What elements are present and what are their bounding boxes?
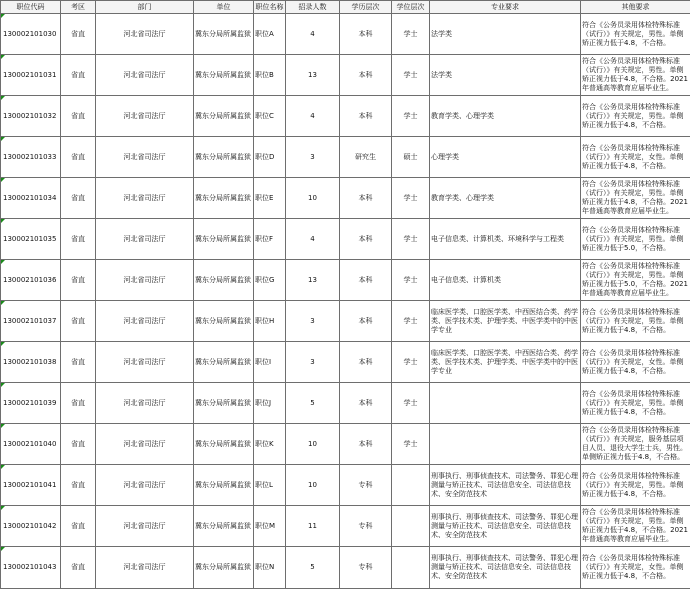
cell-code: 130002101038 — [1, 342, 61, 383]
cell-count: 10 — [286, 424, 340, 465]
cell-degree: 学士 — [392, 219, 430, 260]
cell-count: 5 — [286, 547, 340, 589]
cell-area: 省直 — [61, 506, 96, 547]
cell-area: 省直 — [61, 465, 96, 506]
cell-degree: 学士 — [392, 301, 430, 342]
cell-unit: 冀东分局所属监狱 — [194, 219, 254, 260]
cell-major: 电子信息类、计算机类、环境科学与工程类 — [430, 219, 581, 260]
cell-dept: 河北省司法厅 — [96, 506, 194, 547]
cell-code: 130002101042 — [1, 506, 61, 547]
table-row — [1, 506, 690, 547]
cell-other: 符合《公务员录用体检特殊标准（试行）》有关规定，女性。单侧矫正视力低于4.8，不合格。 — [581, 137, 690, 178]
cell-unit: 冀东分局所属监狱 — [194, 383, 254, 424]
table-row — [1, 547, 690, 589]
cell-position: 职位F — [254, 219, 286, 260]
cell-count: 11 — [286, 506, 340, 547]
table-row — [1, 96, 690, 137]
header-area: 考区 — [61, 1, 96, 14]
cell-count: 10 — [286, 178, 340, 219]
header-count: 招录人数 — [286, 1, 340, 14]
cell-major: 教育学类、心理学类 — [430, 96, 581, 137]
cell-education: 本科 — [340, 383, 392, 424]
cell-major: 刑事执行、刑事侦查技术、司法警务、罪犯心理测量与矫正技术、司法信息安全、司法信息技术、安全防范技术 — [430, 465, 581, 506]
cell-education: 本科 — [340, 14, 392, 55]
cell-position: 职位L — [254, 465, 286, 506]
cell-unit: 冀东分局所属监狱 — [194, 178, 254, 219]
header-major: 专业要求 — [430, 1, 581, 14]
cell-degree: 学士 — [392, 424, 430, 465]
cell-other: 符合《公务员录用体检特殊标准（试行）》有关规定，男性。单侧矫正视力低于4.8，不合格。2021年普通高等教育应届毕业生。 — [581, 178, 690, 219]
cell-education: 专科 — [340, 547, 392, 589]
cell-dept: 河北省司法厅 — [96, 424, 194, 465]
cell-area: 省直 — [61, 55, 96, 96]
cell-unit: 冀东分局所属监狱 — [194, 137, 254, 178]
cell-count: 4 — [286, 219, 340, 260]
cell-education: 本科 — [340, 424, 392, 465]
cell-area: 省直 — [61, 342, 96, 383]
cell-position: 职位J — [254, 383, 286, 424]
cell-position: 职位K — [254, 424, 286, 465]
cell-degree: 学士 — [392, 342, 430, 383]
cell-dept: 河北省司法厅 — [96, 465, 194, 506]
cell-degree: 学士 — [392, 383, 430, 424]
header-education: 学历层次 — [340, 1, 392, 14]
table-row — [1, 383, 690, 424]
cell-area: 省直 — [61, 383, 96, 424]
cell-unit: 冀东分局所属监狱 — [194, 506, 254, 547]
cell-area: 省直 — [61, 178, 96, 219]
cell-dept: 河北省司法厅 — [96, 137, 194, 178]
cell-degree: 学士 — [392, 96, 430, 137]
cell-dept: 河北省司法厅 — [96, 178, 194, 219]
cell-major: 教育学类、心理学类 — [430, 178, 581, 219]
cell-other: 符合《公务员录用体检特殊标准（试行）》有关规定，男性。单侧矫正视力低于4.8，不合格。2021年普通高等教育应届毕业生。 — [581, 506, 690, 547]
cell-education: 本科 — [340, 96, 392, 137]
cell-other: 符合《公务员录用体检特殊标准（试行）》有关规定，男性。单侧矫正视力低于4.8，不合格。 — [581, 96, 690, 137]
cell-count: 10 — [286, 465, 340, 506]
cell-other: 符合《公务员录用体检特殊标准（试行）》有关规定，男性。单侧矫正视力低于4.8，不合格。 — [581, 465, 690, 506]
cell-code: 130002101041 — [1, 465, 61, 506]
cell-education: 专科 — [340, 506, 392, 547]
cell-position: 职位H — [254, 301, 286, 342]
header-dept: 部门 — [96, 1, 194, 14]
cell-degree — [392, 506, 430, 547]
cell-major: 心理学类 — [430, 137, 581, 178]
cell-code: 130002101040 — [1, 424, 61, 465]
cell-unit: 冀东分局所属监狱 — [194, 14, 254, 55]
cell-code: 130002101039 — [1, 383, 61, 424]
cell-code: 130002101033 — [1, 137, 61, 178]
cell-major: 临床医学类、口腔医学类、中西医结合类、药学类、医学技术类、护理学类、中医学类中的中医学专业 — [430, 342, 581, 383]
cell-major: 法学类 — [430, 55, 581, 96]
cell-area: 省直 — [61, 301, 96, 342]
cell-education: 本科 — [340, 219, 392, 260]
cell-count: 3 — [286, 342, 340, 383]
cell-count: 13 — [286, 55, 340, 96]
cell-degree: 学士 — [392, 55, 430, 96]
cell-education: 本科 — [340, 178, 392, 219]
cell-other: 符合《公务员录用体检特殊标准（试行）》有关规定，男性。单侧矫正视力低于4.8，不合格。 — [581, 301, 690, 342]
cell-degree: 学士 — [392, 14, 430, 55]
cell-education: 本科 — [340, 342, 392, 383]
cell-degree — [392, 547, 430, 589]
cell-position: 职位I — [254, 342, 286, 383]
cell-other: 符合《公务员录用体检特殊标准（试行）》有关规定，男性。单侧矫正视力低于4.8，不合格。 — [581, 14, 690, 55]
cell-count: 4 — [286, 14, 340, 55]
cell-code: 130002101037 — [1, 301, 61, 342]
cell-area: 省直 — [61, 137, 96, 178]
cell-position: 职位C — [254, 96, 286, 137]
table-row — [1, 219, 690, 260]
cell-position: 职位N — [254, 547, 286, 589]
cell-code: 130002101043 — [1, 547, 61, 589]
cell-education: 本科 — [340, 260, 392, 301]
header-position: 职位名称 — [254, 1, 286, 14]
cell-dept: 河北省司法厅 — [96, 55, 194, 96]
cell-unit: 冀东分局所属监狱 — [194, 301, 254, 342]
table-row — [1, 14, 690, 55]
cell-count: 13 — [286, 260, 340, 301]
cell-major — [430, 424, 581, 465]
cell-position: 职位A — [254, 14, 286, 55]
cell-unit: 冀东分局所属监狱 — [194, 342, 254, 383]
cell-degree: 学士 — [392, 178, 430, 219]
cell-other: 符合《公务员录用体检特殊标准（试行）》有关规定，女性。单侧矫正视力低于4.8，不合格。 — [581, 342, 690, 383]
cell-dept: 河北省司法厅 — [96, 219, 194, 260]
cell-code: 130002101030 — [1, 14, 61, 55]
cell-area: 省直 — [61, 14, 96, 55]
cell-degree: 学士 — [392, 260, 430, 301]
cell-dept: 河北省司法厅 — [96, 301, 194, 342]
cell-code: 130002101031 — [1, 55, 61, 96]
cell-area: 省直 — [61, 260, 96, 301]
cell-position: 职位E — [254, 178, 286, 219]
cell-dept: 河北省司法厅 — [96, 14, 194, 55]
cell-other: 符合《公务员录用体检特殊标准（试行）》有关规定，男性。单侧矫正视力低于4.8，不合格。2021年普通高等教育应届毕业生。 — [581, 55, 690, 96]
cell-unit: 冀东分局所属监狱 — [194, 96, 254, 137]
cell-count: 3 — [286, 137, 340, 178]
table-header-row — [1, 1, 690, 14]
table-row — [1, 465, 690, 506]
cell-area: 省直 — [61, 96, 96, 137]
cell-major — [430, 383, 581, 424]
cell-education: 本科 — [340, 55, 392, 96]
cell-major: 电子信息类、计算机类 — [430, 260, 581, 301]
cell-code: 130002101032 — [1, 96, 61, 137]
cell-dept: 河北省司法厅 — [96, 383, 194, 424]
table-row — [1, 137, 690, 178]
header-other: 其他要求 — [581, 1, 690, 14]
cell-degree: 硕士 — [392, 137, 430, 178]
cell-other: 符合《公务员录用体检特殊标准（试行）》有关规定，女性。单侧矫正视力低于4.8，不合格。 — [581, 547, 690, 589]
cell-dept: 河北省司法厅 — [96, 342, 194, 383]
cell-unit: 冀东分局所属监狱 — [194, 260, 254, 301]
table-row — [1, 178, 690, 219]
cell-other: 符合《公务员录用体检特殊标准（试行）》有关规定，男性。单侧矫正视力低于5.0，不合格。 — [581, 219, 690, 260]
cell-education: 专科 — [340, 465, 392, 506]
header-unit: 单位 — [194, 1, 254, 14]
table-row — [1, 301, 690, 342]
cell-major: 刑事执行、刑事侦查技术、司法警务、罪犯心理测量与矫正技术、司法信息安全、司法信息技术、安全防范技术 — [430, 506, 581, 547]
cell-area: 省直 — [61, 424, 96, 465]
table-row — [1, 424, 690, 465]
cell-degree — [392, 465, 430, 506]
cell-other: 符合《公务员录用体检特殊标准（试行）》有关规定，男性。单侧矫正视力低于4.8，不合格。 — [581, 383, 690, 424]
cell-unit: 冀东分局所属监狱 — [194, 547, 254, 589]
cell-major: 刑事执行、刑事侦查技术、司法警务、罪犯心理测量与矫正技术、司法信息安全、司法信息技术、安全防范技术 — [430, 547, 581, 589]
cell-count: 3 — [286, 301, 340, 342]
cell-education: 研究生 — [340, 137, 392, 178]
cell-dept: 河北省司法厅 — [96, 96, 194, 137]
cell-unit: 冀东分局所属监狱 — [194, 55, 254, 96]
cell-area: 省直 — [61, 547, 96, 589]
cell-area: 省直 — [61, 219, 96, 260]
cell-position: 职位G — [254, 260, 286, 301]
cell-education: 本科 — [340, 301, 392, 342]
cell-major: 临床医学类、口腔医学类、中西医结合类、药学类、医学技术类、护理学类、中医学类中的中医学专业 — [430, 301, 581, 342]
cell-unit: 冀东分局所属监狱 — [194, 465, 254, 506]
cell-unit: 冀东分局所属监狱 — [194, 424, 254, 465]
cell-dept: 河北省司法厅 — [96, 547, 194, 589]
header-degree: 学位层次 — [392, 1, 430, 14]
cell-other: 符合《公务员录用体检特殊标准（试行）》有关规定，服务基层项目人员、退役大学生士兵，男性。单侧矫正视力低于4.8，不合格。 — [581, 424, 690, 465]
header-code: 职位代码 — [1, 1, 61, 14]
cell-count: 4 — [286, 96, 340, 137]
cell-position: 职位B — [254, 55, 286, 96]
table-row — [1, 342, 690, 383]
cell-position: 职位D — [254, 137, 286, 178]
cell-dept: 河北省司法厅 — [96, 260, 194, 301]
cell-other: 符合《公务员录用体检特殊标准（试行）》有关规定，男性。单侧矫正视力低于5.0，不合格。2021年普通高等教育应届毕业生。 — [581, 260, 690, 301]
cell-code: 130002101035 — [1, 219, 61, 260]
cell-code: 130002101034 — [1, 178, 61, 219]
table-row — [1, 260, 690, 301]
cell-position: 职位M — [254, 506, 286, 547]
table-row — [1, 55, 690, 96]
cell-code: 130002101036 — [1, 260, 61, 301]
cell-major: 法学类 — [430, 14, 581, 55]
cell-count: 5 — [286, 383, 340, 424]
